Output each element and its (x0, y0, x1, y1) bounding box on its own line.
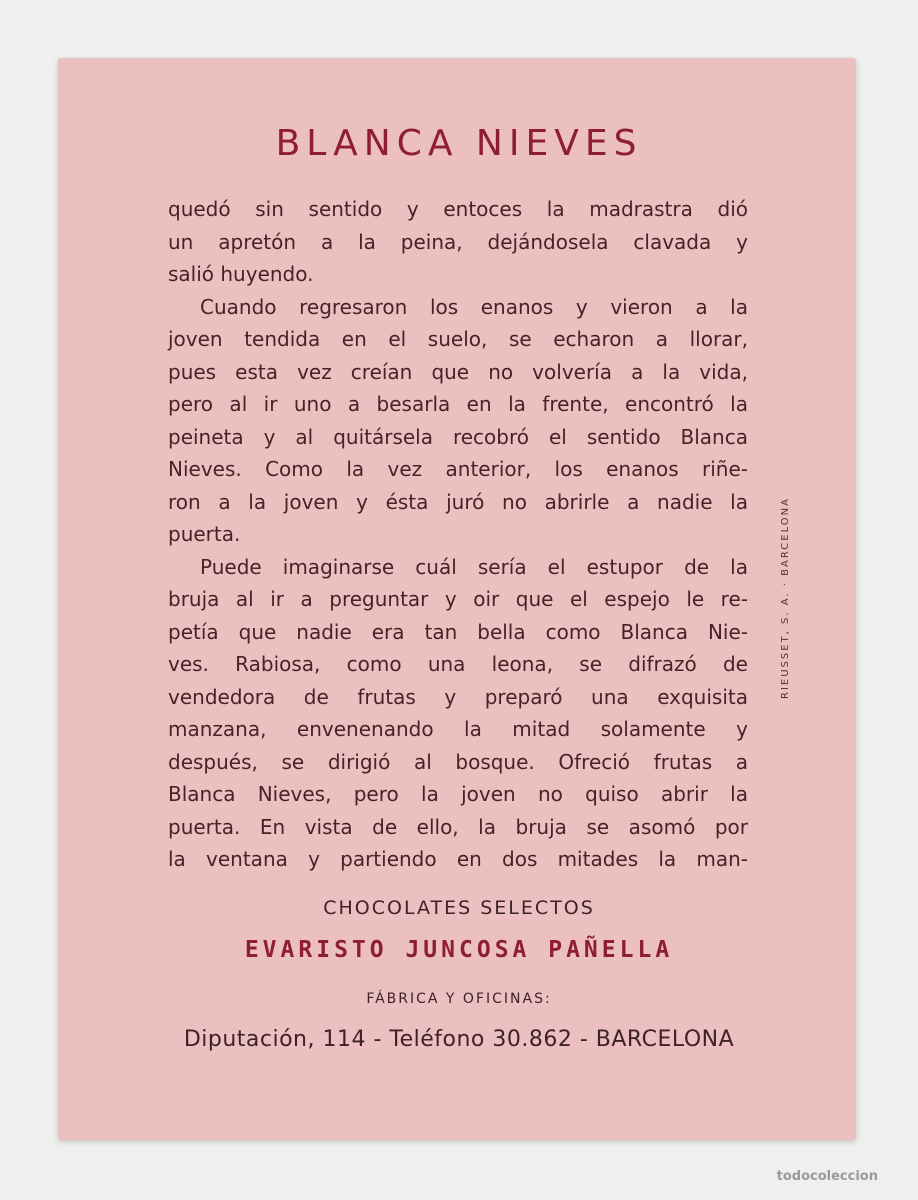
story-line: Puede imaginarse cuál sería el estupor de la (200, 554, 748, 579)
story-line: salió huyendo. (168, 262, 314, 286)
story-line: pues esta vez creían que no volvería a la vida, (168, 359, 748, 384)
story-line: bruja al ir a preguntar y oir que el espejo le re- (168, 587, 748, 611)
story-line: Nieves. Como la vez anterior, los enanos riñe- (168, 457, 748, 481)
printer-imprint: RIEUSSET, S. A. · BARCELONA (780, 497, 791, 699)
chocolates-subtitle: CHOCOLATES SELECTOS (323, 897, 595, 919)
story-line: Blanca Nieves, pero la joven no quiso abrir la (168, 782, 748, 806)
story-line: petía que nadie era tan bella como Blanca Nie- (168, 619, 748, 644)
brand-name: EVARISTO JUNCOSA PAÑELLA (244, 937, 674, 963)
story-line: Cuando regresaron los enanos y vieron a la (200, 294, 748, 319)
watermark: todocoleccion (776, 1169, 878, 1184)
story-line: joven tendida en el suelo, se echaron a llorar, (168, 327, 748, 351)
story-text (168, 193, 748, 876)
story-line: vendedora de frutas y preparó una exquisita (168, 684, 748, 709)
story-line: puerta. (168, 522, 241, 546)
story-line: manzana, envenenando la mitad solamente y (168, 717, 748, 741)
story-line: puerta. En vista de ello, la bruja se asomó por (168, 814, 748, 839)
story-line: un apretón a la peina, dejándosela clavada y (168, 229, 748, 254)
card-title: BLANCA NIEVES (275, 123, 643, 164)
story-line: después, se dirigió al bosque. Ofreció frutas a (168, 749, 748, 774)
story-line: ron a la joven y ésta juró no abrirle a nadie la (168, 489, 748, 514)
story-line: la ventana y partiendo en dos mitades la man- (168, 847, 748, 871)
address-line: Diputación, 114 - Teléfono 30.862 - BARCELONA (183, 1027, 735, 1052)
factory-label: FÁBRICA Y OFICINAS: (366, 991, 552, 1007)
story-line: peineta y al quitársela recobró el sentido Blanca (168, 424, 748, 449)
story-line: quedó sin sentido y entoces la madrastra dió (168, 197, 748, 221)
story-line: ves. Rabiosa, como una leona, se difrazó de (168, 652, 748, 676)
story-line: pero al ir uno a besarla en la frente, encontró la (168, 392, 748, 416)
